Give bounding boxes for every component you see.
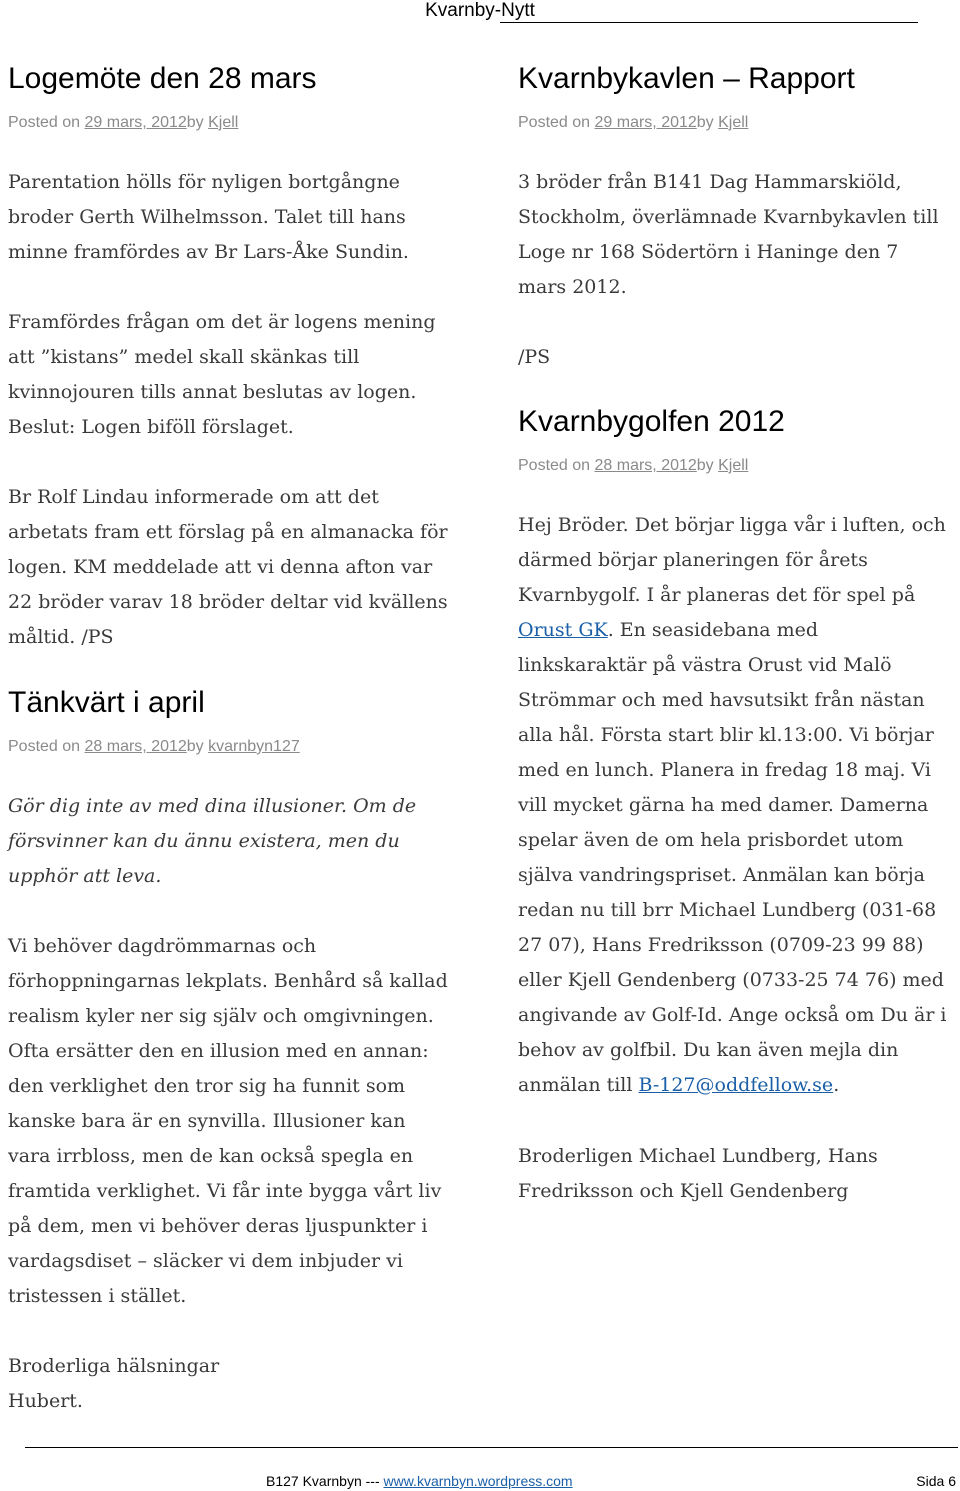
posted-on-label: Posted on <box>518 457 595 474</box>
post-title-tankvart: Tänkvärt i april <box>8 686 205 719</box>
by-label: by <box>696 457 719 474</box>
page-number: Sida 6 <box>916 1473 956 1489</box>
by-label: by <box>696 114 719 131</box>
quote-paragraph: Gör dig inte av med dina illusioner. Om de försvinner kan du ännu existera, men du upphör att leva. <box>8 795 417 887</box>
by-label: by <box>186 114 209 131</box>
paragraph <box>518 508 948 1103</box>
paragraph-text: . <box>833 1074 840 1096</box>
paragraph-text: . En seasidebana med linkskaraktär på västra Orust vid Malö Strömmar och med havsutsikt från nästan alla hål. Första start blir kl.13:00. Vi börjar med en lunch. Planera in fredag 18 maj. Vi vill mycket gärna ha med damer. Damerna spelar även de om hela prisbordet utom själva vandringspriset. Anmälan kan börja redan nu till brr Michael Lundberg (031-68 27 07), Hans Fredriksson (0709-23 99 88) eller Kjell Gendenberg (0733-25 74 76) med angivande av Golf-Id. Ange också om Du är i behov av golfbil. Du kan även mejla din anmälan till <box>518 619 947 1096</box>
post-meta-kavlen <box>518 113 748 133</box>
post-date-link[interactable]: 28 mars, 2012 <box>594 457 697 474</box>
paragraph: /PS <box>518 346 551 368</box>
paragraph: Parentation hölls för nyligen bortgångne broder Gerth Wilhelmsson. Talet till hans minne framfördes av Br Lars-Åke Sundin. <box>8 171 409 263</box>
post-title-kavlen: Kvarnbykavlen – Rapport <box>518 62 855 95</box>
post-meta-golfen <box>518 456 748 476</box>
post-meta-tankvart <box>8 737 300 757</box>
post-author-link[interactable]: Kjell <box>718 114 749 131</box>
paragraph: 3 bröder från B141 Dag Hammarskiöld, Stockholm, överlämnade Kvarnbykavlen till Loge nr 168 Södertörn i Haninge den 7 mars 2012. <box>518 171 939 298</box>
post-author-link[interactable]: Kjell <box>718 457 749 474</box>
paragraph: Vi behöver dagdrömmarnas och förhoppningarnas lekplats. Benhård så kallad realism kyler ner sig själv och omgivningen. Ofta ersätter den en illusion med en annan: den verklighet den tror sig ha funnit som kanske bara är en synvilla. Illusioner kan vara irrbloss, men de kan också spegla en framtida verklighet. Vi får inte bygga vårt liv på dem, men vi behöver deras ljuspunkter i vardagsdiset – släcker vi dem inbjuder vi tristessen i stället. <box>8 935 448 1307</box>
document-header-title: Kvarnby-Nytt <box>425 0 535 21</box>
posted-on-label: Posted on <box>8 738 85 755</box>
post-author-link[interactable]: Kjell <box>208 114 239 131</box>
signature-name: Hubert. <box>8 1390 83 1412</box>
header-rule <box>500 22 918 23</box>
post-date-link[interactable]: 29 mars, 2012 <box>84 114 187 131</box>
post-title-golfen: Kvarnbygolfen 2012 <box>518 405 785 438</box>
paragraph: Br Rolf Lindau informerade om att det arbetats fram ett förslag på en almanacka för logen. KM meddelade att vi denna afton var 22 bröder varav 18 bröder deltar vid kvällens måltid. /PS <box>8 486 448 648</box>
post-date-link[interactable]: 28 mars, 2012 <box>84 738 187 755</box>
signature-line: Broderliga hälsningar <box>8 1355 220 1377</box>
posted-on-label: Posted on <box>518 114 595 131</box>
paragraph-text: Hej Bröder. Det börjar ligga vår i luften, och därmed börjar planeringen för årets Kvarnbygolf. I år planeras det för spel på <box>518 514 946 606</box>
post-date-link[interactable]: 29 mars, 2012 <box>594 114 697 131</box>
footer-rule <box>25 1447 958 1448</box>
email-link[interactable]: B-127@oddfellow.se <box>638 1074 834 1096</box>
post-title-logemote: Logemöte den 28 mars <box>8 62 317 95</box>
post-author-link[interactable]: kvarnbyn127 <box>208 738 300 755</box>
posted-on-label: Posted on <box>8 114 85 131</box>
footer-prefix: B127 Kvarnbyn --- <box>266 1473 384 1489</box>
golf-course-link[interactable]: Orust GK <box>518 619 608 641</box>
by-label: by <box>186 738 209 755</box>
paragraph: Framfördes frågan om det är logens mening att ”kistans” medel skall skänkas till kvinnojouren tills annat beslutas av logen. Beslut: Logen biföll förslaget. <box>8 311 436 438</box>
footer-text <box>266 1472 573 1490</box>
post-meta-logemote <box>8 113 238 133</box>
footer-website-link[interactable]: www.kvarnbyn.wordpress.com <box>383 1473 573 1489</box>
paragraph: Broderligen Michael Lundberg, Hans Fredriksson och Kjell Gendenberg <box>518 1145 878 1202</box>
